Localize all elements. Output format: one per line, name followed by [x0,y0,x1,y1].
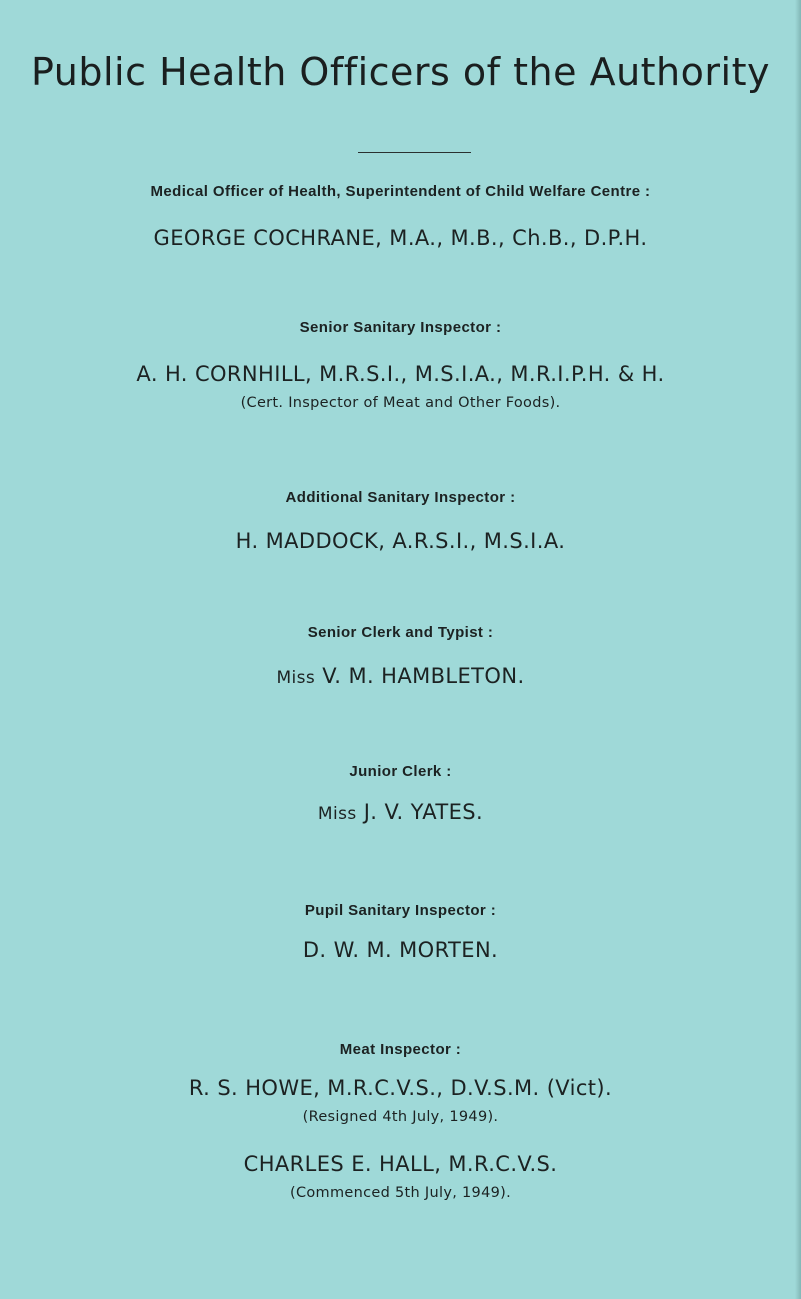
junior-clerk-line [0,800,801,824]
senior-sanitary-name: A. H. CORNHILL, M.R.S.I., M.S.I.A., M.R.I.P.H. & H. [136,362,665,386]
senior-clerk-heading: Senior Clerk and Typist : [307,624,494,641]
meat-inspector-note-resigned: (Resigned 4th July, 1949). [302,1109,499,1125]
meat-inspector-note-commenced: (Commenced 5th July, 1949). [290,1185,511,1201]
meat-inspector-name-howe: R. S. HOWE, M.R.C.V.S., D.V.S.M. (Vict). [188,1076,613,1100]
additional-sanitary-name: H. MADDOCK, A.R.S.I., M.S.I.A. [235,529,566,553]
meat-inspector-heading: Meat Inspector : [339,1041,462,1058]
senior-clerk-line [0,664,801,688]
senior-sanitary-note: (Cert. Inspector of Meat and Other Foods). [240,395,561,411]
page-title: Public Health Officers of the Authority [31,50,770,94]
moh-heading: Medical Officer of Health, Superintendent of Child Welfare Centre : [150,183,651,200]
senior-sanitary-heading: Senior Sanitary Inspector : [299,319,502,336]
junior-clerk-heading: Junior Clerk : [349,763,452,780]
senior-clerk-name: V. M. HAMBLETON. [322,664,525,688]
meat-inspector-name-hall: CHARLES E. HALL, M.R.C.V.S. [243,1152,558,1176]
moh-name: GEORGE COCHRANE, M.A., M.B., Ch.B., D.P.H. [153,226,648,250]
senior-clerk-prefix: Miss [276,668,316,688]
title-divider [358,152,471,153]
junior-clerk-prefix: Miss [317,804,357,824]
pupil-sanitary-heading: Pupil Sanitary Inspector : [304,902,497,919]
pupil-sanitary-name: D. W. M. MORTEN. [302,938,499,962]
junior-clerk-name: J. V. YATES. [363,800,484,824]
additional-sanitary-heading: Additional Sanitary Inspector : [285,489,516,506]
